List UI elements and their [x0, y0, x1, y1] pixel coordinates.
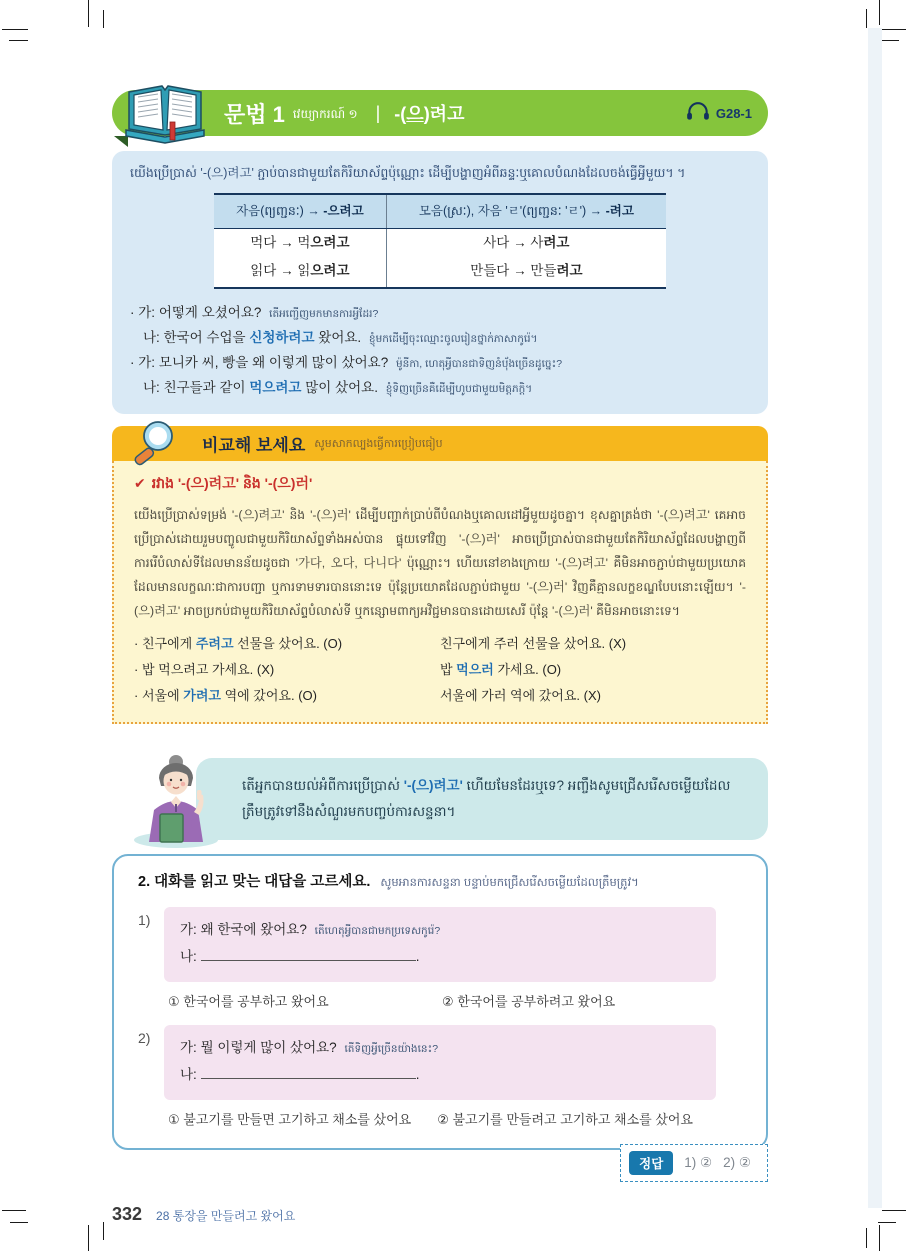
dialogue-prompt — [164, 1025, 716, 1100]
dialogue-prompt — [164, 907, 716, 982]
crop-mark — [88, 1225, 89, 1251]
example-dialogues — [130, 301, 750, 401]
section-title: 문법 1 — [224, 101, 285, 127]
conjugation-rule-consonant: 자음(ព្យញ្ជនៈ) → -으려고 — [214, 194, 386, 229]
teacher-note — [196, 758, 768, 840]
prompt-question: 가: 뭘 이렇게 많이 샀어요? តើទិញអ្វីច្រើនយ៉ាងនេះ? — [180, 1040, 439, 1055]
grammar-intro-box — [112, 151, 768, 414]
grammar-point: -(으)려고 — [394, 104, 465, 124]
crop-mark — [880, 40, 899, 41]
answer-key-item2: 2) ② — [723, 1155, 751, 1170]
exercise-item-1 — [138, 907, 742, 1010]
teacher-avatar — [130, 752, 222, 853]
magnifier-icon — [128, 419, 178, 476]
check-icon: ✔ — [134, 475, 146, 491]
conjugation-example: 사다 → 사려고 — [386, 229, 666, 258]
option-2[interactable]: ② 불고기를 만들려고 고기하고 채소를 샀어요 — [437, 1112, 693, 1127]
banner-divider: | — [375, 102, 381, 123]
crop-mark — [2, 29, 28, 30]
crop-mark — [878, 1222, 896, 1223]
conjugation-rule-vowel: 모음(ស្រៈ), 자음 'ㄹ'(ព្យញ្ជនៈ 'ㄹ') → -려고 — [386, 194, 666, 229]
page-content — [112, 0, 768, 1225]
item-number: 2) — [138, 1030, 151, 1046]
grammar-highlight: 먹으려고 — [249, 380, 302, 395]
crop-mark — [103, 1222, 104, 1240]
dialogue-translation: ម៉ូនីកា, ហេតុអ្វីបានជាទិញនំប៉័ងច្រើនដូច្នេះ? — [395, 358, 563, 370]
compare-examples — [134, 633, 746, 707]
conjugation-example: 읽다 → 읽으려고 — [214, 257, 386, 288]
conjugation-example: 만들다 → 만들려고 — [386, 257, 666, 288]
crop-mark — [88, 0, 89, 27]
dialogue-question: · 가: 모니카 씨, 빵을 왜 이렇게 많이 샀어요? ម៉ូនីកា, ហេតុអ្វីបានជាទិញនំប៉័ងច្រើនដូច្នេះ? — [130, 355, 563, 370]
dialogue-translation: ខ្ញុំទិញច្រើនគឺដើម្បីហូបជាមួយមិត្តភក្តិ។ — [385, 383, 533, 395]
dialogue-translation: ខ្ញុំមកដើម្បីចុះឈ្មោះចូលរៀនថ្នាក់ភាសាកូរ៉េ។ — [368, 333, 538, 345]
crop-mark — [880, 29, 906, 30]
compare-subtitle: ✔ រវាង '-(으)려고' និង '-(으)러' — [134, 475, 313, 491]
dialogue-question: · 가: 어떻게 오셨어요? តើអញ្ជើញមកមានការអ្វីដែរ? — [130, 305, 379, 320]
exercise-instruction-khmer: សូមអានការសន្ទនា បន្ទាប់មកជ្រើសរើសចម្លើយដែលត្រឹមត្រូវ។ — [380, 877, 639, 889]
compare-body — [112, 461, 768, 724]
example-wrong: · 밥 먹으려고 가세요. (X) — [134, 662, 275, 677]
dialogue-answer: 나: 친구들과 같이 먹으려고 많이 샀어요. ខ្ញុំទិញច្រើនគឺដើម្បីហូបជាមួយមិត្តភក្តិ។ — [143, 380, 533, 395]
answer-key-label: 정답 — [629, 1151, 673, 1175]
audio-track — [685, 90, 752, 136]
answer-options — [164, 1109, 716, 1128]
answer-key-box — [620, 1144, 768, 1182]
grammar-description: យើងប្រើប្រាស់ '-(으)려고' ភ្ជាប់បានជាមួយតែកិរិយាស័ព្ទប៉ុណ្ណោះ ដើម្បីបង្ហាញអំពីឆន្ទៈឬគោលបំណងដែលចង់ធ្វើអ្វីមួយ។ ។ — [130, 166, 686, 180]
example-correct: 밥 먹으러 가세요. (O) — [440, 662, 562, 677]
crop-mark — [882, 1210, 906, 1211]
page-footer — [112, 1204, 768, 1225]
chapter-title: 28 통장을 만들려고 왔어요 — [156, 1209, 296, 1223]
answer-blank-line — [201, 1064, 416, 1079]
option-2[interactable]: ② 한국어를 공부하려고 왔어요 — [442, 994, 616, 1009]
example-correct: · 서울에 가려고 역에 갔어요. (O) — [134, 688, 317, 703]
example-wrong: 친구에게 주러 선물을 샀어요. (X) — [440, 636, 627, 651]
prompt-question: 가: 왜 한국에 왔어요? តើហេតុអ្វីបានជាមកប្រទេសកូរ៉េ? — [180, 922, 441, 937]
compare-explanation: យើងប្រើប្រាស់ទម្រង់ '-(으)려고' និង '-(으)러' ដើម្បីបញ្ជាក់ប្រាប់ពីបំណងឬគោលដៅអ្វីមួយដូចគ្នា។ ខុសគ្នាត្រង់ថា '-(으)려고' គេអាចប្រើប្រាស់ដោយរួមបញ្ចូលជាមួយកិរិយាស័ព្ទទាំងអស់បាន ផ្ទុយទៅវិញ '-(으)러' អាចប្រើប្រាស់បានជាមួយតែកិរិយាស័ព្ទដែលបង្ហាញពីការរើបំលាស់ទីដែលមានន័យដូចជា '가다, 오다, 다니다' ប៉ុណ្ណោះ។ ហើយនៅខាងក្រោយ '-(으)려고' គឺមិនអាចភ្ជាប់ជាមួយប្រយោគដែលមានលក្ខណៈជាការបញ្ជា ឬការទាមទារបាននោះទេ ប៉ុន្តែប្រយោគដែលភ្ជាប់ជាមួយ '-(으)러' វិញគឺគ្មានលក្ខខណ្ឌបែបនោះឡើយ។ '-(으)려고' អាចប្រកប់ជាមួយកិរិយាស័ព្ទបំលាស់ទី ឬកន្សោមពាក្យអវិជ្ជមានបានដោយសេរី ប៉ុន្តែ '-(으)러' គឺមិនអាចនោះទេ។ — [134, 508, 746, 618]
compare-header-bar — [112, 426, 768, 461]
compare-title: 비교해 보세요 — [202, 436, 306, 455]
grammar-section-banner — [112, 90, 768, 136]
teacher-speech-box — [196, 758, 768, 840]
dialogue-translation: តើអញ្ជើញមកមានការអ្វីដែរ? — [269, 308, 379, 320]
crop-mark — [866, 9, 867, 28]
open-book-icon — [122, 82, 208, 149]
crop-mark — [9, 40, 28, 41]
exercise-item-2 — [138, 1025, 742, 1128]
prompt-answer-blank: 나: . — [180, 944, 700, 970]
exercise-box — [112, 854, 768, 1150]
conjugation-example: 먹다 → 먹으려고 — [214, 229, 386, 258]
answer-key-item1: 1) ② — [684, 1155, 713, 1170]
crop-mark — [103, 10, 104, 28]
crop-mark — [866, 1228, 867, 1248]
crop-mark — [10, 1222, 28, 1223]
compare-title-khmer: សូមសាកល្បងធ្វើការប្រៀបធៀប — [314, 438, 443, 450]
section-title-khmer: វេយ្យាករណ៍ ១ — [292, 107, 358, 121]
item-number: 1) — [138, 912, 151, 928]
audio-track-label: G28-1 — [715, 105, 752, 121]
answer-blank-line — [201, 946, 416, 961]
answer-options — [164, 991, 716, 1010]
option-1[interactable]: ① 불고기를 만들면 고기하고 채소를 샀어요 — [168, 1112, 412, 1127]
page-number: 332 — [112, 1204, 143, 1224]
teacher-question: តើអ្នកបានយល់អំពីការប្រើប្រាស់ '-(으)려고' ហើយមែនដែរឬទេ? អញ្ចឹងសូមជ្រើសរើសចម្លើយដែលត្រឹមត្រូវទៅនឹងសំណួរមកបញ្ចប់ការសន្ទនា។ — [242, 778, 731, 819]
crop-mark — [879, 1225, 880, 1251]
example-correct: · 친구에게 주려고 선물을 샀어요. (O) — [134, 636, 343, 651]
dialogue-answer: 나: 한국어 수업을 신청하려고 왔어요. ខ្ញុំមកដើម្បីចុះឈ្មោះចូលរៀនថ្នាក់ភាសាកូរ៉េ។ — [143, 330, 538, 345]
crop-mark — [879, 0, 880, 25]
prompt-answer-blank: 나: . — [180, 1062, 700, 1088]
option-1[interactable]: ① 한국어를 공부하고 왔어요 — [168, 994, 329, 1009]
grammar-highlight: 신청하려고 — [249, 330, 315, 345]
page-edge-shade — [868, 28, 882, 1208]
example-wrong: 서울에 가러 역에 갔어요. (X) — [440, 688, 601, 703]
exercise-instruction: 2. 대화를 읽고 맞는 대답을 고르세요. សូមអានការសន្ទនា បន្ទាប់មកជ្រើសរើសចម្លើយដែលត្រឹមត្រូវ។ — [138, 874, 639, 890]
headphones-icon — [685, 100, 711, 127]
crop-mark — [2, 1210, 26, 1211]
conjugation-table — [214, 193, 666, 289]
